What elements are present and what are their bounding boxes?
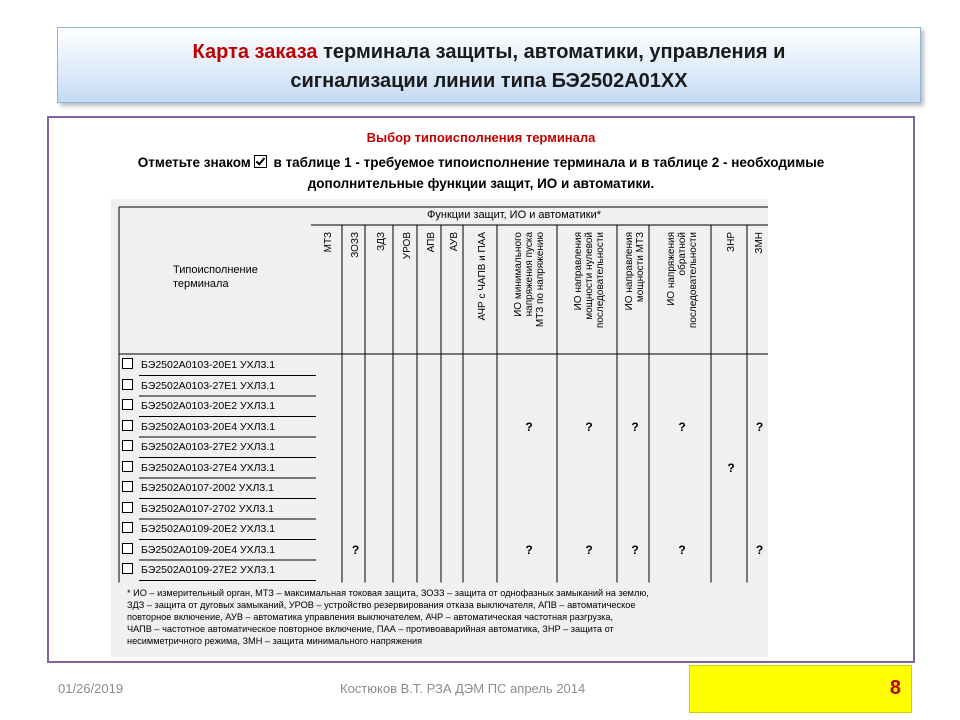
row-select-checkbox[interactable] — [122, 563, 133, 574]
column-header: АУВ — [448, 232, 460, 252]
footer-date: 01/26/2019 — [58, 681, 124, 696]
row-variant-label: БЭ2502А0103-27Е1 УХЛ3.1 — [141, 379, 276, 392]
row-variant-label: БЭ2502А0103-20Е2 УХЛ3.1 — [141, 400, 276, 412]
row-select-checkbox[interactable] — [122, 399, 133, 410]
column-header: ЗДЗ — [375, 232, 387, 251]
row-variant-label: БЭ2502А0103-27Е4 УХЛ3.1 — [141, 461, 276, 474]
question-mark: ? — [525, 419, 533, 434]
page-number: 8 — [889, 677, 901, 699]
column-header: УРОВ — [401, 232, 413, 260]
title-rest: терминала защиты, автоматики, управления и — [317, 41, 786, 63]
question-mark: ? — [678, 542, 686, 557]
table-footnote — [127, 587, 757, 647]
row-select-checkbox[interactable] — [122, 522, 133, 533]
column-header: ЗНР — [725, 232, 737, 252]
footnote-line: повторное включение, АУВ – автоматика управления выключателем, АЧР – автоматическая частотная разгрузка, — [127, 612, 614, 622]
question-mark: ? — [755, 419, 764, 434]
instruction-line-2: дополнительные функции защит, ИО и автоматики. — [307, 176, 655, 191]
question-mark: ? — [678, 419, 686, 434]
row-variant-label: БЭ2502А0103-27Е2 УХЛ3.1 — [141, 441, 276, 453]
row-select-checkbox[interactable] — [122, 379, 133, 390]
column-header: ИО направления мощности нулевой последовательности — [572, 232, 606, 329]
question-mark: ? — [631, 419, 639, 434]
instruction-start: Отметьте знаком — [137, 155, 251, 170]
row-variant-label: БЭ2502А0103-20Е1 УХЛ3.1 — [141, 359, 276, 371]
question-mark: ? — [727, 460, 735, 475]
page-number-box — [689, 665, 912, 713]
question-mark: ? — [631, 542, 639, 557]
functions-header: Функции защит, ИО и автоматики* — [427, 209, 602, 221]
row-select-checkbox[interactable] — [122, 461, 133, 472]
column-header: ЗМН — [754, 232, 765, 254]
question-mark: ? — [351, 542, 360, 557]
question-mark: ? — [585, 542, 593, 557]
footnote-line: ЗДЗ – защита от дуговых замыканий, УРОВ – устройство резервирования отказа выключателя, АПВ – автоматическое — [127, 600, 636, 610]
question-mark: ? — [755, 542, 764, 557]
row-variant-label: БЭ2502А0107-2002 УХЛ3.1 — [141, 482, 274, 494]
row-select-checkbox[interactable] — [122, 502, 133, 513]
row-variant-label: БЭ2502А0109-20Е2 УХЛ3.1 — [141, 523, 276, 535]
footnote-line: * ИО – измерительный орган, МТЗ – максимальная токовая защита, ЗОЗЗ – защита от однофазных замыканий на землю, — [127, 588, 649, 598]
ordering-table — [111, 199, 768, 657]
checkbox-checked-icon — [254, 155, 267, 168]
footer-author: Костюков В.Т. РЗА ДЭМ ПС апрель 2014 — [340, 681, 586, 696]
row-variant-label: БЭ2502А0107-2702 УХЛ3.1 — [141, 502, 274, 515]
section-subtitle: Выбор типоисполнения терминала — [366, 130, 596, 145]
column-header: МТЗ — [323, 232, 334, 253]
column-header: ЗОЗЗ — [350, 232, 361, 258]
type-header: Типоисполнение терминала — [173, 264, 258, 290]
question-mark: ? — [525, 542, 533, 557]
instruction-text — [55, 152, 907, 194]
column-header: ИО минимального напряжения пуска МТЗ по напряжению — [512, 232, 546, 328]
column-header: ИО напряжения обратной последовательности — [665, 232, 699, 329]
row-select-checkbox[interactable] — [122, 440, 133, 451]
slide-title-box — [57, 27, 921, 103]
row-select-checkbox[interactable] — [122, 420, 133, 431]
column-header: ИО направления мощности МТЗ — [624, 232, 646, 311]
row-variant-label: БЭ2502А0109-20Е4 УХЛ3.1 — [141, 543, 276, 556]
row-variant-label: БЭ2502А0103-20Е4 УХЛ3.1 — [141, 420, 276, 433]
question-mark: ? — [585, 419, 593, 434]
footnote-line: несимметричного режима, ЗМН – защита минимального напряжения — [127, 636, 423, 646]
instruction-end: в таблице 1 - требуемое типоисполнение терминала и в таблице 2 - необходимые — [269, 155, 825, 170]
slide-title-line-2: сигнализации линии типа БЭ2502А01ХХ — [290, 70, 688, 92]
column-header: АЧР с ЧАПВ и ПАА — [476, 232, 488, 321]
title-accent: Карта заказа — [192, 41, 318, 63]
row-select-checkbox[interactable] — [122, 543, 133, 554]
column-header: АПВ — [425, 232, 437, 253]
row-select-checkbox[interactable] — [122, 358, 133, 369]
row-select-checkbox[interactable] — [122, 481, 133, 492]
slide-title-line-1 — [58, 41, 920, 64]
footnote-line: ЧАПВ – частотное автоматическое повторное включение, ПАА – противоаварийная автоматика, ЗНР – защита от — [127, 624, 614, 634]
row-variant-label: БЭ2502А0109-27Е2 УХЛ3.1 — [141, 564, 276, 576]
